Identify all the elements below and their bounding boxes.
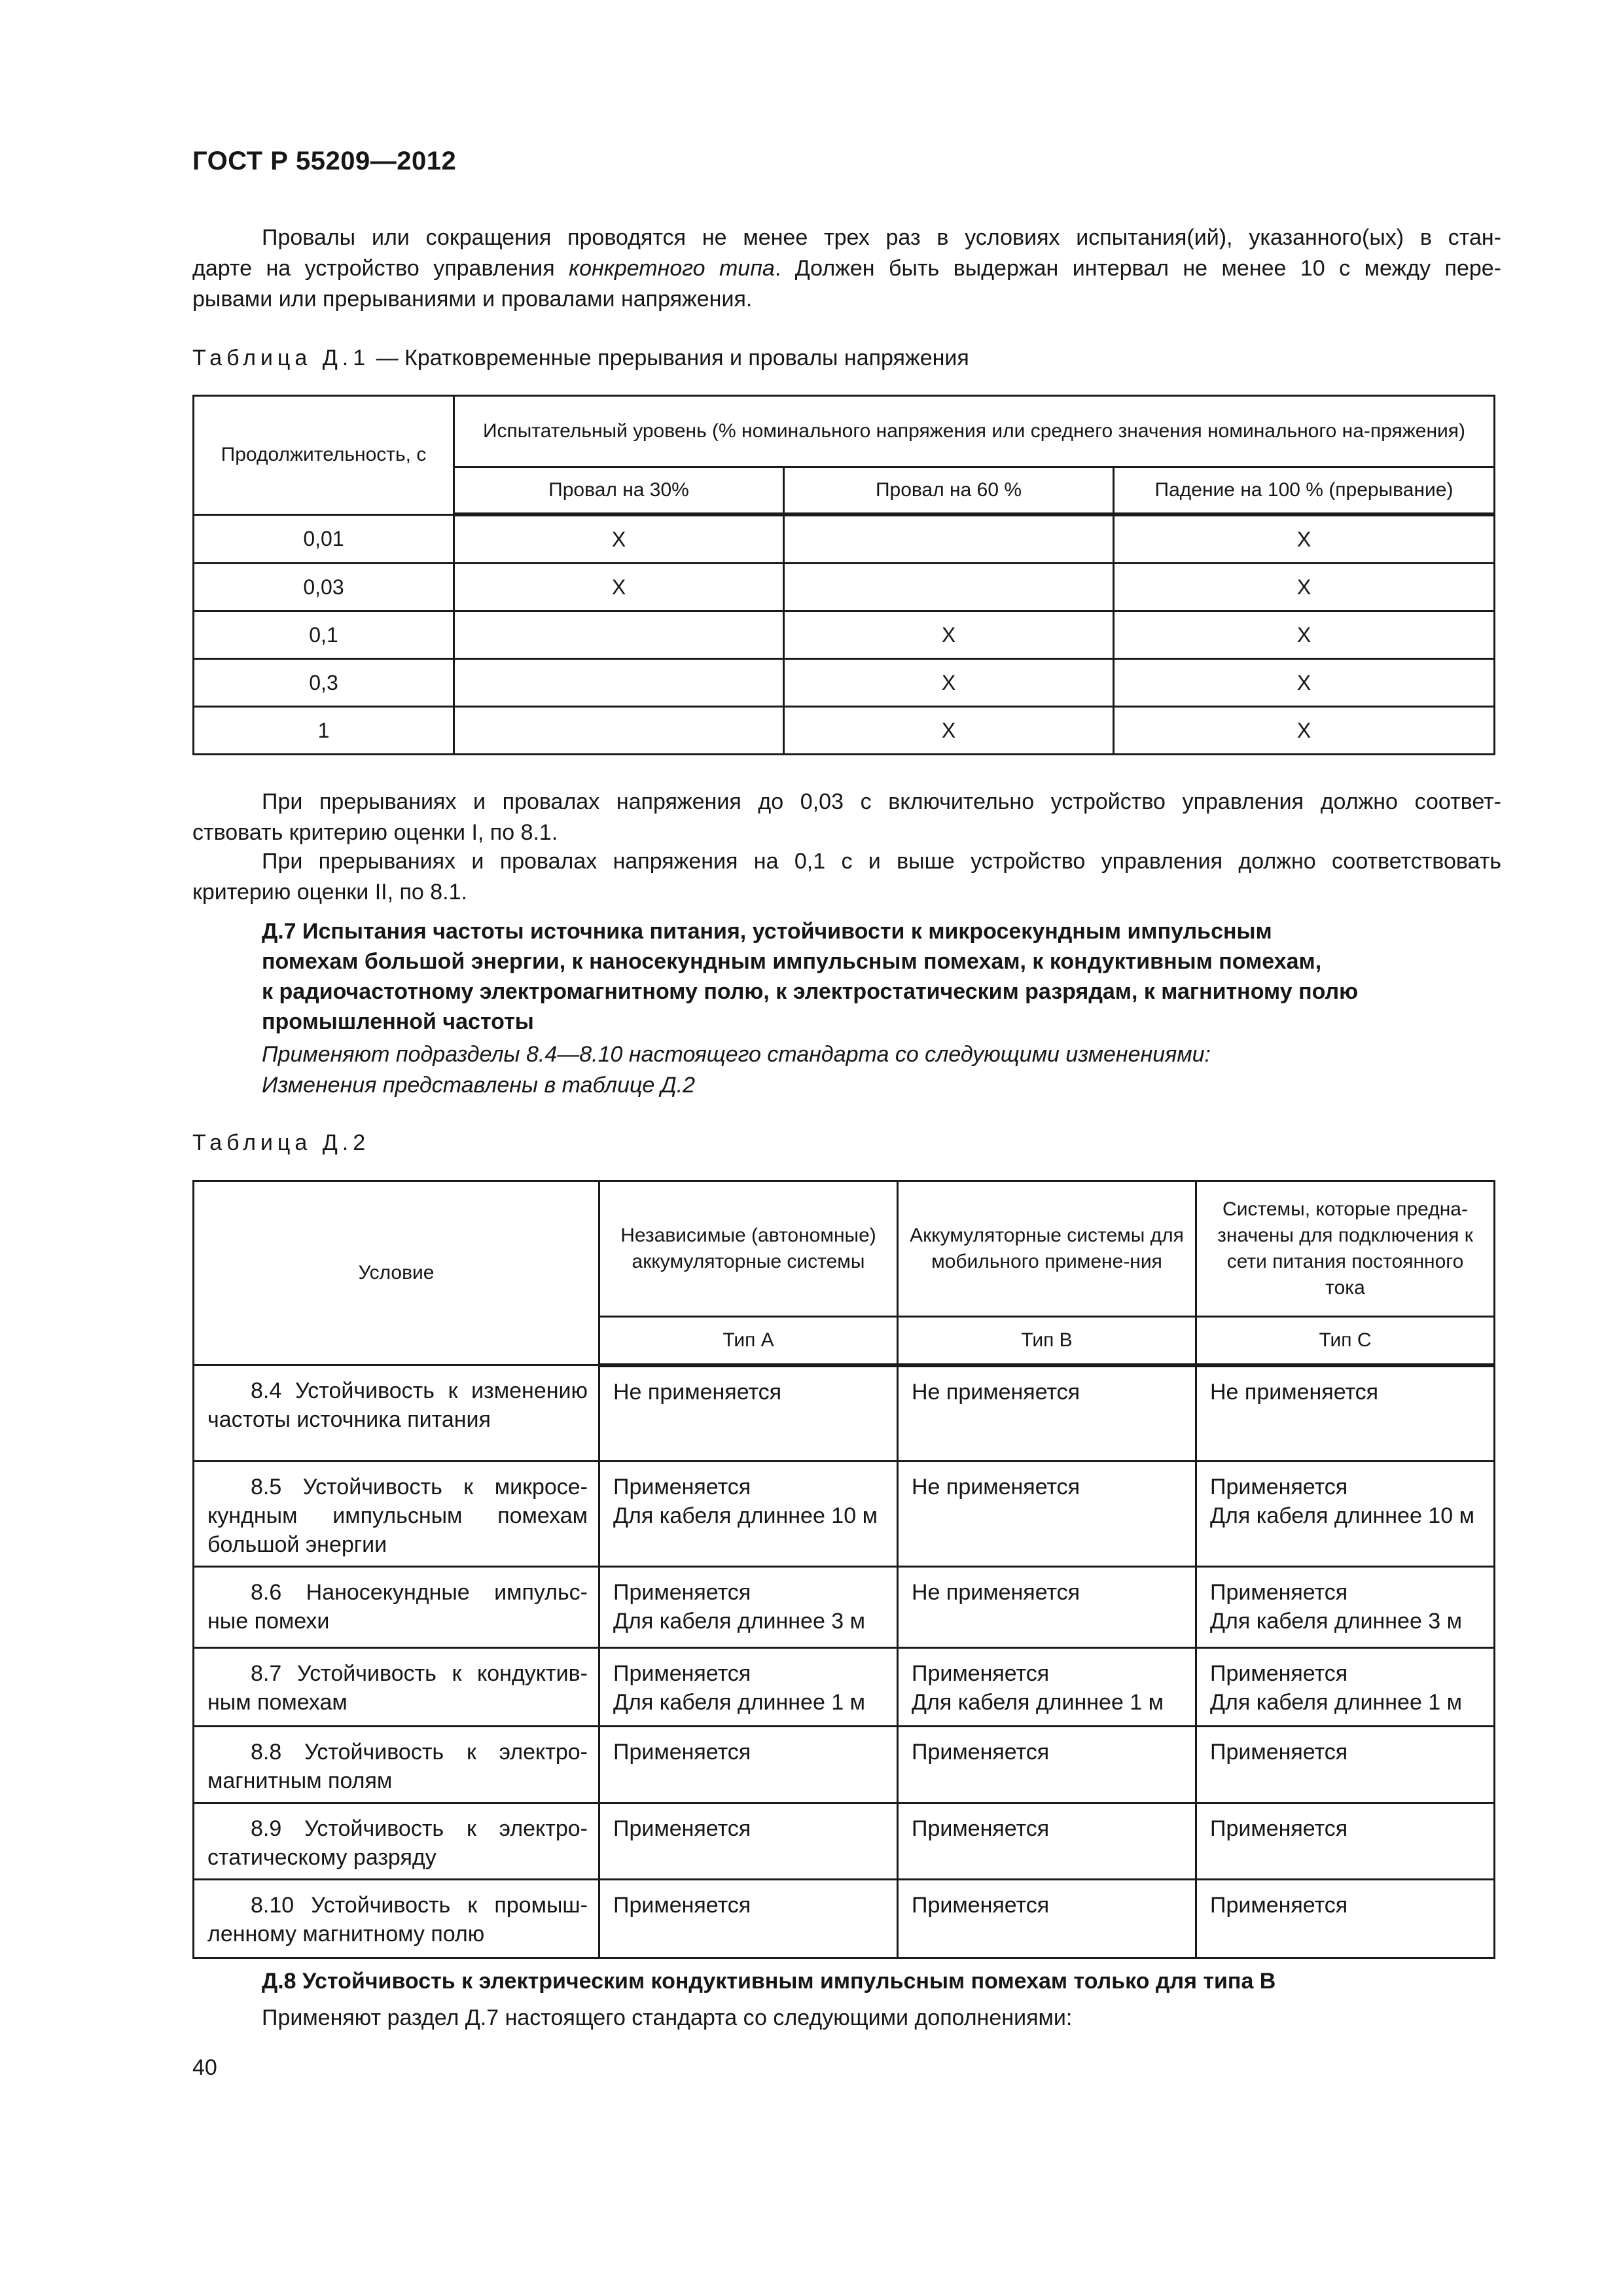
intro-line-2a: дарте на устройство управления [192, 256, 569, 281]
section-d7-line2: помехам большой энергии, к наносекундным импульсным помехам, к кондуктивным помехам, [262, 949, 1322, 974]
status-text: Применяется [912, 1893, 1050, 1918]
table1-cell-dip60: X [784, 659, 1114, 707]
table1-caption-text: — Кратковременные прерывания и провалы напряжения [370, 346, 969, 370]
intro-line-2-italic: конкретного типа [569, 256, 775, 281]
table1-row [194, 659, 1495, 707]
status-text: Не применяется [912, 1475, 1080, 1499]
criteria-p2-line1: При прерываниях и провалах напряжения на 0,1 с и выше устройство управления должно соответствовать [262, 849, 1501, 874]
table2-caption-label: Таблица Д.2 [192, 1130, 370, 1155]
table1-cell-dip30 [454, 611, 784, 659]
table1-cell-dip30: X [454, 514, 784, 564]
status-text: Применяется [613, 1740, 751, 1765]
table2-condition-text: 8.5 Устойчивость к микросе-кундным импульсным помехам большой энергии [207, 1475, 588, 1557]
criteria-p1-line2: ствовать критерию оценки I, по 8.1. [192, 820, 558, 845]
table2 [192, 1180, 1495, 1959]
table1-cell-drop100: X [1114, 707, 1495, 755]
status-text: Применяется [613, 1893, 751, 1918]
table1-cell-dip60: X [784, 707, 1114, 755]
table2-condition-text: 8.8 Устойчивость к электро-магнитным полям [207, 1740, 588, 1793]
table1-cell-drop100: X [1114, 514, 1495, 564]
table2-header-type-b: Тип В [898, 1317, 1196, 1365]
table2-cell-type-b [898, 1567, 1196, 1648]
table2-cell-type-a [599, 1727, 898, 1803]
table1-cell-drop100: X [1114, 611, 1495, 659]
table2-cell-type-c [1196, 1880, 1495, 1958]
cable-note: Для кабеля длиннее 1 м [613, 1690, 866, 1715]
criteria-paragraph-2 [192, 846, 1501, 908]
table2-condition-text: 8.4 Устойчивость к изменению частоты источника питания [207, 1378, 588, 1432]
table2-header-type-b-desc: Аккумуляторные системы для мобильного примене-ния [898, 1181, 1196, 1317]
table2-cell-type-c [1196, 1648, 1495, 1727]
table2-header-condition: Условие [194, 1181, 599, 1365]
table2-caption [192, 1130, 370, 1156]
table2-condition-text: 8.6 Наносекундные импульс-ные помехи [207, 1580, 588, 1634]
table1-cell-dip60: X [784, 611, 1114, 659]
table1 [192, 395, 1495, 755]
table1-cell-duration: 0,03 [194, 564, 454, 611]
table2-header-type-a-desc: Независимые (автономные) аккумуляторные системы [599, 1181, 898, 1317]
document-id: ГОСТ Р 55209—2012 [192, 147, 457, 175]
table1-cell-drop100: X [1114, 564, 1495, 611]
status-text: Применяется [1210, 1661, 1348, 1686]
cable-note: Для кабеля длиннее 3 м [1210, 1609, 1463, 1634]
status-text: Применяется [912, 1816, 1050, 1841]
status-text: Применяется [1210, 1740, 1348, 1765]
table2-cell-type-a [599, 1880, 898, 1958]
status-text: Не применяется [613, 1379, 782, 1405]
criteria-p1-line1: При прерываниях и провалах напряжения до 0,03 с включительно устройство управления должно соответ- [262, 789, 1501, 814]
status-text: Не применяется [912, 1379, 1080, 1405]
table2-cell-condition [194, 1727, 599, 1803]
table2-cell-type-b [898, 1727, 1196, 1803]
table2-cell-type-c [1196, 1567, 1495, 1648]
status-text: Применяется [912, 1740, 1050, 1765]
section-d7-line1: Д.7 Испытания частоты источника питания, устойчивости к микросекундным импульсным [262, 919, 1272, 944]
table2-cell-type-a [599, 1803, 898, 1880]
status-text: Не применяется [912, 1580, 1080, 1605]
table2-header-type-c: Тип С [1196, 1317, 1495, 1365]
table2-condition-text: 8.10 Устойчивость к промыш-ленному магнитному полю [207, 1893, 588, 1946]
table2-cell-type-b [898, 1648, 1196, 1727]
table2-row [194, 1880, 1495, 1958]
section-d7-heading [262, 916, 1492, 1037]
cable-note: Для кабеля длиннее 10 м [1210, 1503, 1474, 1528]
cable-note: Для кабеля длиннее 1 м [1210, 1690, 1463, 1715]
status-text: Применяется [613, 1475, 751, 1499]
table1-cell-duration: 1 [194, 707, 454, 755]
table1-row [194, 611, 1495, 659]
section-d7-line4: промышленной частоты [262, 1009, 534, 1034]
criteria-p2-line2: критерию оценки II, по 8.1. [192, 880, 467, 905]
table1-row [194, 564, 1495, 611]
status-text: Применяется [613, 1580, 751, 1605]
status-text: Применяется [1210, 1580, 1348, 1605]
table1-caption-label: Таблица Д.1 [192, 346, 370, 370]
table1-cell-drop100: X [1114, 659, 1495, 707]
table2-row [194, 1648, 1495, 1727]
table2-cell-type-c [1196, 1803, 1495, 1880]
table2-header-type-a: Тип А [599, 1317, 898, 1365]
table1-caption [192, 346, 969, 371]
table2-cell-condition [194, 1462, 599, 1567]
section-d7-note-line1: Применяют подразделы 8.4—8.10 настоящего стандарта со следующими изменениями: [262, 1042, 1211, 1067]
table1-cell-duration: 0,1 [194, 611, 454, 659]
intro-line-2b: . Должен быть выдержан интервал не менее 10 с между пере- [774, 256, 1501, 281]
intro-paragraph [192, 223, 1501, 315]
table2-cell-condition [194, 1803, 599, 1880]
table2-cell-type-b [898, 1880, 1196, 1958]
table1-row [194, 514, 1495, 564]
section-d8-text: Применяют раздел Д.7 настоящего стандарта со следующими дополнениями: [262, 2005, 1073, 2030]
table2-row [194, 1803, 1495, 1880]
table2-cell-condition [194, 1648, 599, 1727]
section-d7-line3: к радиочастотному электромагнитному полю, к электростатическим разрядам, к магнитному полю [262, 979, 1359, 1004]
table1-cell-dip60 [784, 514, 1114, 564]
table2-cell-type-a [599, 1648, 898, 1727]
table1-cell-dip30 [454, 659, 784, 707]
table2-row [194, 1462, 1495, 1567]
table1-header-dip60: Провал на 60 % [784, 467, 1114, 515]
criteria-paragraph-1 [192, 787, 1501, 848]
intro-line-3: рывами или прерываниями и провалами напряжения. [192, 287, 753, 312]
table2-row [194, 1567, 1495, 1648]
status-text: Применяется [613, 1816, 751, 1841]
table1-row [194, 707, 1495, 755]
table2-row [194, 1727, 1495, 1803]
section-d7-note-line2: Изменения представлены в таблице Д.2 [262, 1073, 696, 1098]
table2-row [194, 1365, 1495, 1462]
table2-cell-condition [194, 1567, 599, 1648]
section-d7-note [262, 1039, 1211, 1101]
table2-cell-condition [194, 1880, 599, 1958]
cable-note: Для кабеля длиннее 10 м [613, 1503, 878, 1528]
table2-cell-type-c [1196, 1462, 1495, 1567]
table2-cell-type-c [1196, 1365, 1495, 1462]
table1-header-drop100: Падение на 100 % (прерывание) [1114, 467, 1495, 515]
status-text: Применяется [1210, 1475, 1348, 1499]
table1-cell-duration: 0,01 [194, 514, 454, 564]
table1-cell-duration: 0,3 [194, 659, 454, 707]
table1-cell-dip30 [454, 707, 784, 755]
table2-cell-condition [194, 1365, 599, 1462]
status-text: Применяется [1210, 1893, 1348, 1918]
table2-cell-type-a [599, 1462, 898, 1567]
cable-note: Для кабеля длиннее 1 м [912, 1690, 1164, 1715]
table2-cell-type-b [898, 1462, 1196, 1567]
table1-cell-dip30: X [454, 564, 784, 611]
table2-condition-text: 8.9 Устойчивость к электро-статическому разряду [207, 1816, 588, 1870]
table2-cell-type-b [898, 1803, 1196, 1880]
status-text: Применяется [1210, 1816, 1348, 1841]
table2-header-type-c-desc: Системы, которые предна-значены для подключения к сети питания постоянного тока [1196, 1181, 1495, 1317]
table2-cell-type-a [599, 1365, 898, 1462]
table2-cell-type-b [898, 1365, 1196, 1462]
table1-header-group: Испытательный уровень (% номинального напряжения или среднего значения номинального на-пряжения) [454, 396, 1495, 467]
status-text: Применяется [912, 1661, 1050, 1686]
table1-cell-dip60 [784, 564, 1114, 611]
table2-cell-type-a [599, 1567, 898, 1648]
table1-header-duration: Продолжительность, с [194, 396, 454, 515]
cable-note: Для кабеля длиннее 3 м [613, 1609, 866, 1634]
status-text: Применяется [613, 1661, 751, 1686]
page-number: 40 [192, 2055, 217, 2080]
table2-cell-type-c [1196, 1727, 1495, 1803]
status-text: Не применяется [1210, 1379, 1379, 1405]
table2-condition-text: 8.7 Устойчивость к кондуктив-ным помехам [207, 1661, 588, 1715]
section-d8-heading: Д.8 Устойчивость к электрическим кондуктивным импульсным помехам только для типа В [262, 1969, 1276, 1994]
table1-header-dip30: Провал на 30% [454, 467, 784, 515]
intro-line-1: Провалы или сокращения проводятся не менее трех раз в условиях испытания(ий), указанного(ых) в стан- [262, 225, 1501, 250]
intro-line-2 [192, 253, 1501, 284]
